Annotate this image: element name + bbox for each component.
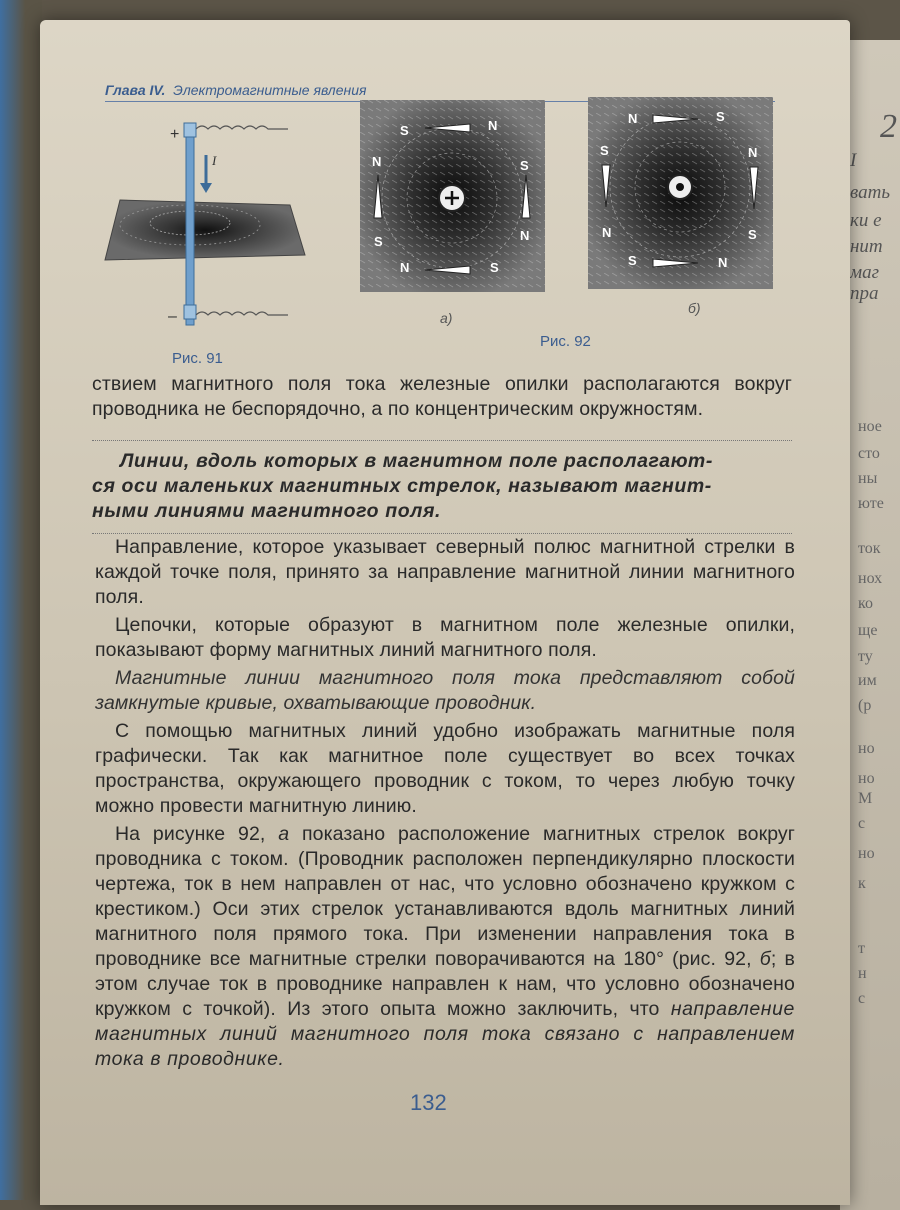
left-page-edge xyxy=(0,0,42,1200)
page-number: 132 xyxy=(410,1090,447,1115)
pole-label: S xyxy=(374,234,383,249)
conductor-rod xyxy=(186,125,194,325)
right-page-fragment: (р xyxy=(858,697,872,714)
cardboard-plane xyxy=(105,200,305,260)
pole-label: N xyxy=(372,154,382,169)
right-page-fragment: нит xyxy=(850,236,883,257)
pole-label: S xyxy=(490,260,499,275)
plus-sign: + xyxy=(170,126,180,143)
chapter-title: Электромагнитные явления xyxy=(173,82,367,98)
wire-bottom xyxy=(196,312,288,315)
right-page-fragment: ны xyxy=(858,470,878,487)
figure-92b-label: б) xyxy=(688,300,701,316)
right-page-fragment: к xyxy=(858,875,866,892)
paragraph: Направление, которое указывает северный полюс магнитной стрелки в каждой точке поля, принято за направление магнитной линии магнитного поля. xyxy=(95,536,795,608)
right-page-fragment: ту xyxy=(858,648,873,665)
right-page-fragment: ное xyxy=(858,418,882,435)
pole-label: S xyxy=(628,253,637,268)
pole-label: S xyxy=(600,143,609,158)
pole-label: N xyxy=(602,225,612,240)
figure-91 xyxy=(100,115,310,345)
right-page-fragment: юте xyxy=(858,495,884,512)
right-page-fragment: нох xyxy=(858,570,883,587)
current-label: I xyxy=(212,153,217,168)
text-run-italic: направление магнитных линий магнитного поля тока связано с направлением тока в проводнике. xyxy=(95,998,795,1070)
right-page-fragment: н xyxy=(858,965,867,982)
figure-91-caption: Рис. 91 xyxy=(172,350,223,367)
pole-label: N xyxy=(520,228,530,243)
definition-line: ными линиями магнитного поля. xyxy=(92,500,442,522)
figure-92a xyxy=(360,100,545,292)
text-run: На рисунке 92, xyxy=(115,823,279,845)
text-run: показано расположение магнитных стрелок вокруг проводника с током. (Проводник расположен перпендикулярно плоскости чертежа, ток в нем направлен от нас, что условно обозначено кружком с крестиком.) Оси этих стрелок устанавливаются вдоль магнитных линий магнитного поля прямого тока. При изменении направления тока в проводнике все магнитные стрелки поворачиваются на 180° (рис. 92, xyxy=(95,823,795,970)
pole-label: N xyxy=(748,145,758,160)
definition-line: Линии, вдоль которых в магнитном поле располагают- xyxy=(120,450,713,472)
definition-line: ся оси маленьких магнитных стрелок, называют магнит- xyxy=(92,475,712,497)
right-page-fragment: I xyxy=(850,150,857,171)
pole-label: S xyxy=(520,158,529,173)
paragraph xyxy=(95,822,795,1072)
main-text xyxy=(95,535,795,1075)
minus-sign: – xyxy=(168,308,177,325)
right-page-fragment: сто xyxy=(858,445,880,462)
right-page-fragment: М xyxy=(858,790,873,807)
right-page-fragment: но xyxy=(858,770,875,787)
paragraph: С помощью магнитных линий удобно изображать магнитные поля графически. Так как магнитное поле существует во всех точках пространства, окружающего проводник с током, то через любую точку можно провести магнитную линию. xyxy=(95,720,795,817)
right-page-fragment: с xyxy=(858,990,866,1007)
pole-label: S xyxy=(716,109,725,124)
pole-label: S xyxy=(748,227,757,242)
pole-label: N xyxy=(488,118,498,133)
right-page-fragment: вать xyxy=(850,182,890,203)
pole-label: N xyxy=(628,111,638,126)
intro-text xyxy=(92,372,792,425)
figure-92a-label: а) xyxy=(440,310,453,326)
text-run: ; в этом случае ток в проводнике направлен к нам, что условно обозначено кружком с точкой). Из этого опыта можно заключить, что xyxy=(95,948,795,1020)
right-page-fragment: но xyxy=(858,845,875,862)
right-page-fragment: им xyxy=(858,672,877,689)
pole-label: S xyxy=(400,123,409,138)
chapter-number: Глава IV. xyxy=(105,82,166,98)
paragraph: Цепочки, которые образуют в магнитном поле железные опилки, показывают форму магнитных линий магнитного поля. xyxy=(95,614,795,661)
wire-top xyxy=(196,126,288,129)
right-page-fragment: 2 xyxy=(880,108,897,145)
right-page-fragment: маг xyxy=(850,262,880,283)
right-page-fragment: ко xyxy=(858,595,873,612)
right-page-fragment: ще xyxy=(858,622,878,639)
definition-box xyxy=(92,440,792,534)
pole-label: N xyxy=(400,260,410,275)
figure-92b xyxy=(588,97,773,289)
right-page-fragment: ток xyxy=(858,540,881,557)
figure-92-caption: Рис. 92 xyxy=(540,333,591,350)
paragraph-intro: ствием магнитного поля тока железные опилки располагаются вокруг проводника не беспорядочно, а по концентрическим окружностям. xyxy=(92,373,792,420)
right-page-fragment: но xyxy=(858,740,875,757)
right-page-fragment: т xyxy=(858,940,865,957)
text-run: б xyxy=(759,948,771,970)
right-page-fragment: пра xyxy=(850,283,879,304)
paragraph-italic: Магнитные линии магнитного поля тока представляют собой замкнутые кривые, охватывающие проводник. xyxy=(95,667,795,714)
text-run: а xyxy=(278,823,290,845)
right-page-fragment: с xyxy=(858,815,866,832)
right-page-fragment: ки е xyxy=(850,210,882,231)
pole-label: N xyxy=(718,255,728,270)
